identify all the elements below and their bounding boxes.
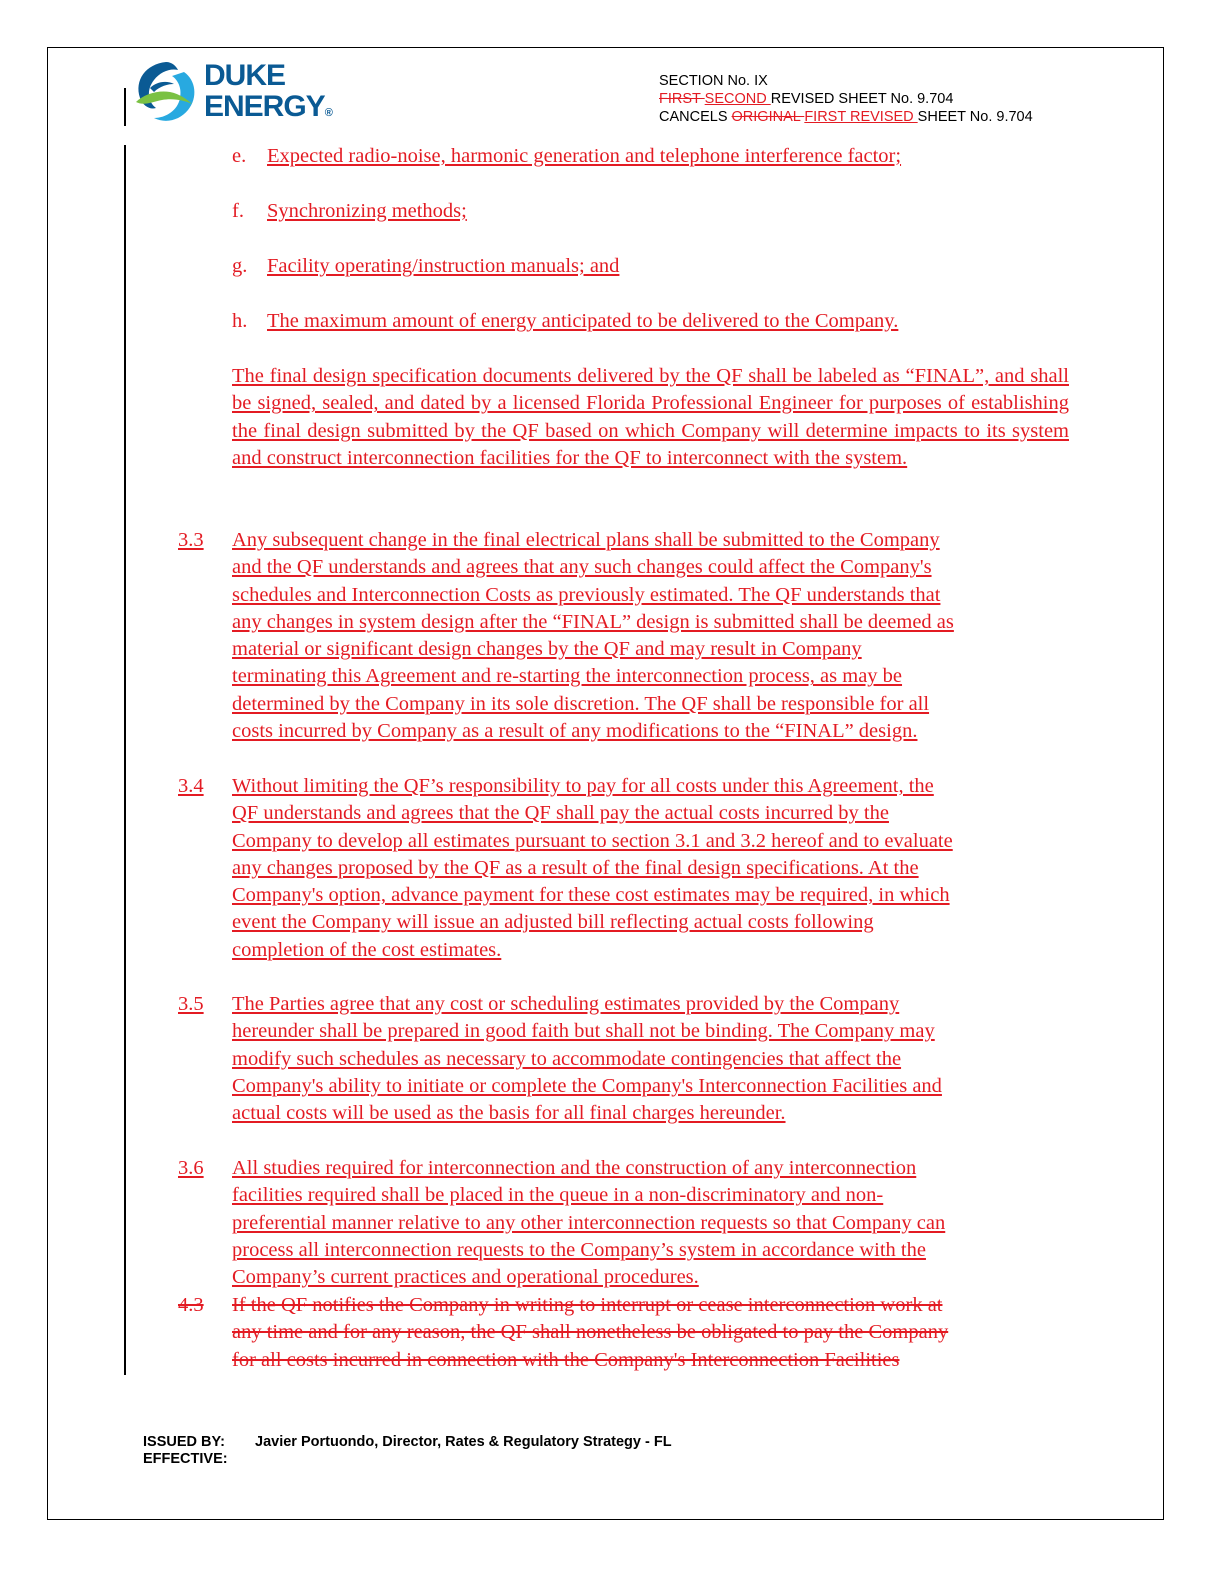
section-number-label: 3.4 bbox=[178, 775, 204, 797]
issued-by-value: Javier Portuondo, Director, Rates & Regulatory Strategy - FL bbox=[255, 1434, 672, 1450]
list-item-f: f. Synchronizing methods; bbox=[232, 200, 467, 222]
deleted-section-4-3 bbox=[178, 1292, 1078, 1374]
deleted-revision-word: FIRST bbox=[659, 91, 705, 107]
issued-by-line bbox=[143, 1434, 672, 1451]
inserted-revision-word: SECOND bbox=[704, 91, 771, 107]
effective-line bbox=[143, 1451, 672, 1468]
sheet-header bbox=[659, 72, 1033, 126]
final-design-paragraph: The final design specification documents delivered by the QF shall be labeled as “FINAL”, and shall be signed, sealed, and dated by a licensed Florida Professional Engineer for purposes of establishing the final design submitted by the QF based on which Company will determine impacts to its system and construct interconnection facilities for the QF to interconnect with the system. bbox=[232, 365, 1069, 469]
section-3-5 bbox=[178, 991, 1078, 1127]
section-3-3 bbox=[178, 527, 1078, 745]
section-number-label: 3.5 bbox=[178, 993, 204, 1015]
section-number: SECTION No. IX bbox=[659, 73, 768, 89]
revised-sheet-line: FIRST SECOND REVISED SHEET No. 9.704 bbox=[659, 91, 954, 107]
section-text: All studies required for interconnection and the construction of any interconnection facilities required shall be placed in the queue in a non-discriminatory and non- preferential manner relative to any other interconnection requests so that Company can process all interconnection requests to the Company’s system in accordance with the Company’s current practices and operational procedures. bbox=[232, 1157, 946, 1289]
section-text: Any subsequent change in the final electrical plans shall be submitted to the Company and the QF understands and agrees that any such changes could affect the Company's schedules and Interconnection Costs as previously estimated. The QF understands that any changes in system design after the “FINAL” design is submitted shall be deemed as material or significant design changes by the QF and may result in Company terminating this Agreement and re-starting the interconnection process, as may be determined by the Company in its sole discretion. The QF shall be responsible for all costs incurred by Company as a result of any modifications to the “FINAL” design. bbox=[232, 529, 954, 743]
section-text: The Parties agree that any cost or scheduling estimates provided by the Company hereunder shall be prepared in good faith but shall not be binding. The Company may modify such schedules as necessary to accommodate contingencies that affect the Company's ability to initiate or complete the Company's Interconnection Facilities and actual costs will be used as the basis for all final charges hereunder. bbox=[232, 993, 942, 1125]
section-number-label: 3.6 bbox=[178, 1157, 204, 1179]
logo-wordmark bbox=[204, 60, 333, 129]
effective-label: EFFECTIVE: bbox=[143, 1451, 228, 1467]
list-item-h: h. The maximum amount of energy anticipated to be delivered to the Company. bbox=[232, 310, 899, 332]
registered-mark: ® bbox=[324, 107, 333, 119]
list-item-e: e. Expected radio-noise, harmonic generation and telephone interference factor; bbox=[232, 145, 902, 167]
section-number-label: 4.3 bbox=[178, 1294, 204, 1316]
logo-word-energy: ENERGY® bbox=[204, 90, 333, 123]
section-3-4 bbox=[178, 773, 1078, 964]
change-bar bbox=[124, 145, 126, 1375]
section-text: Without limiting the QF’s responsibility to pay for all costs under this Agreement, the QF understands and agrees that the QF shall pay the actual costs incurred by the Company to develop all estimates pursuant to section 3.1 and 3.2 hereof and to evaluate any changes proposed by the QF as a result of the final design specifications. At the Company's option, advance payment for these cost estimates may be required, in which event the Company will issue an adjusted bill reflecting actual costs following completion of the cost estimates. bbox=[232, 775, 953, 961]
deleted-cancels-word: ORIGINAL bbox=[731, 109, 805, 125]
section-3-6 bbox=[178, 1155, 1078, 1291]
logo-word-duke: DUKE bbox=[204, 59, 286, 92]
list-item-g: g. Facility operating/instruction manuals; and bbox=[232, 255, 620, 277]
cancels-line: CANCELS ORIGINAL FIRST REVISED SHEET No. 9.704 bbox=[659, 109, 1033, 125]
section-number-label: 3.3 bbox=[178, 529, 204, 551]
section-text: If the QF notifies the Company in writing to interrupt or cease interconnection work at any time and for any reason, the QF shall nonetheless be obligated to pay the Company for all costs incurred in connection with the Company's Interconnection Facilities bbox=[232, 1294, 949, 1371]
issued-by-label: ISSUED BY: bbox=[143, 1434, 225, 1450]
inserted-cancels-word: FIRST REVISED bbox=[804, 109, 918, 125]
footer bbox=[143, 1434, 672, 1468]
